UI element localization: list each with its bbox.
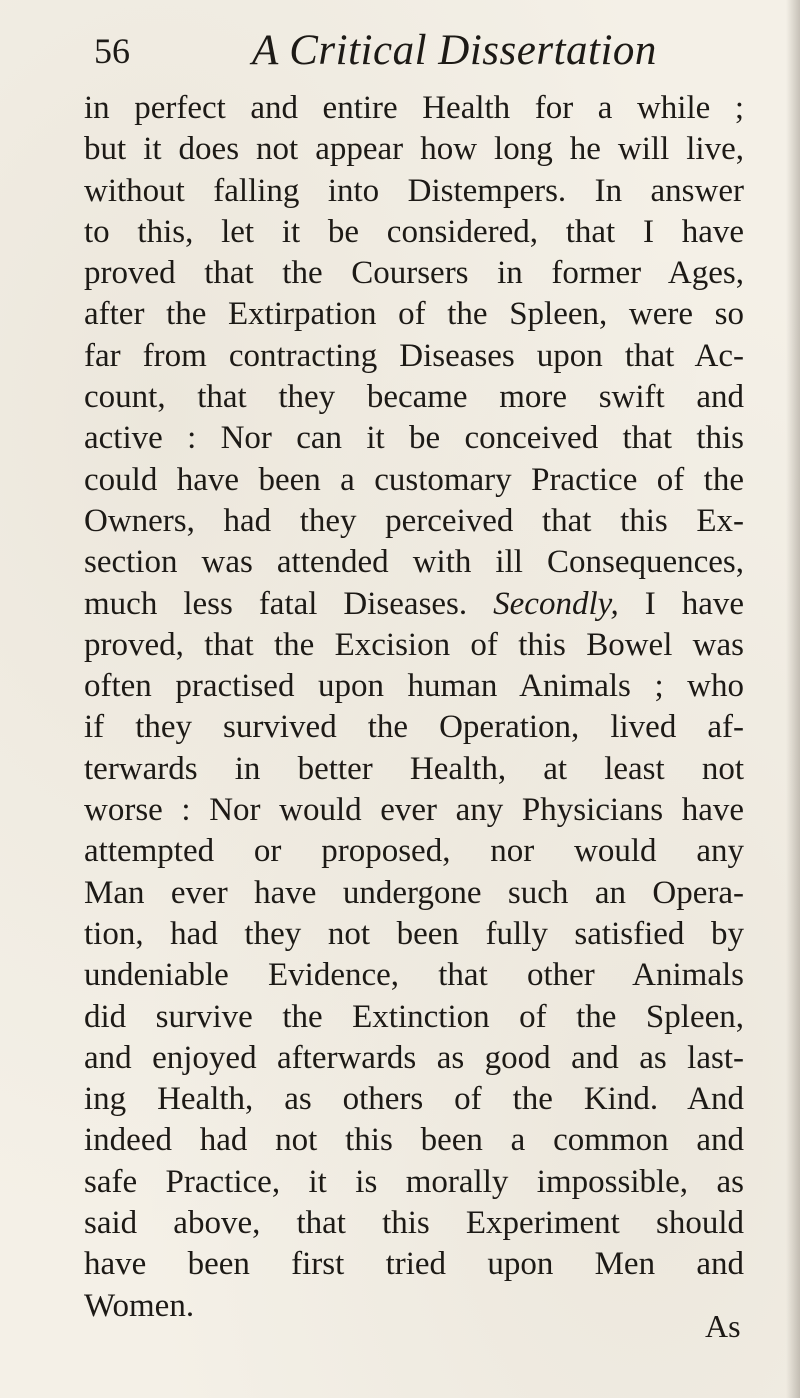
text-line-24: and enjoyed afterwards as good and as last- [84, 1039, 744, 1076]
text-line-6: after the Extirpation of the Spleen, were so [84, 296, 744, 333]
text-line-22: undeniable Evidence, that other Animals [84, 957, 744, 994]
text-line-7: far from contracting Diseases upon that Ac- [84, 337, 744, 374]
text-line-12: section was attended with ill Consequences, [84, 544, 744, 581]
running-title: A Critical Dissertation [252, 27, 657, 74]
text-line-16: if they survived the Operation, lived af- [84, 709, 744, 746]
text-line-8: count, that they became more swift and [84, 379, 744, 416]
text-line-1: in perfect and entire Health for a while ; [84, 90, 744, 126]
text-line-25: ing Health, as others of the Kind. And [84, 1081, 744, 1118]
text-line-4: to this, let it be considered, that I have [84, 213, 744, 250]
text-line-29: have been first tried upon Men and [84, 1246, 744, 1283]
text-line-13 [84, 584, 744, 625]
text-line-14: proved, that the Excision of this Bowel was [84, 626, 744, 663]
page-spine-shadow [786, 0, 800, 1398]
text-line-28: said above, that this Experiment should [84, 1205, 744, 1242]
text-line-10: could have been a customary Practice of the [84, 461, 744, 498]
text-line-5: proved that the Coursers in former Ages, [84, 255, 744, 292]
page-header [82, 20, 762, 80]
text-line-19: attempted or proposed, nor would any [84, 833, 744, 870]
text-line-13-tail: I have [644, 585, 744, 622]
text-line-17: terwards in better Health, at least not [84, 750, 744, 787]
text-line-2: but it does not appear how long he will live, [84, 131, 744, 168]
page-number: 56 [94, 31, 130, 71]
body-text [84, 88, 744, 1327]
text-line-13-italic: Secondly, [493, 585, 619, 622]
catchword: As [705, 1308, 741, 1344]
text-line-3: without falling into Distempers. In answer [84, 172, 744, 209]
text-line-9: active : Nor can it be conceived that this [84, 420, 744, 457]
text-line-15: often practised upon human Animals ; who [84, 668, 744, 705]
text-line-13-head: much less fatal Diseases. [84, 585, 468, 622]
text-line-26: indeed had not this been a common and [84, 1122, 744, 1159]
text-line-23: did survive the Extinction of the Spleen, [84, 998, 744, 1035]
text-line-27: safe Practice, it is morally impossible, as [84, 1163, 744, 1200]
text-line-18: worse : Nor would ever any Physicians have [84, 792, 744, 829]
text-line-11: Owners, had they perceived that this Ex- [84, 502, 744, 539]
text-line-30: Women. [84, 1287, 195, 1324]
text-line-20: Man ever have undergone such an Opera- [84, 874, 744, 911]
text-line-21: tion, had they not been fully satisfied by [84, 915, 744, 952]
